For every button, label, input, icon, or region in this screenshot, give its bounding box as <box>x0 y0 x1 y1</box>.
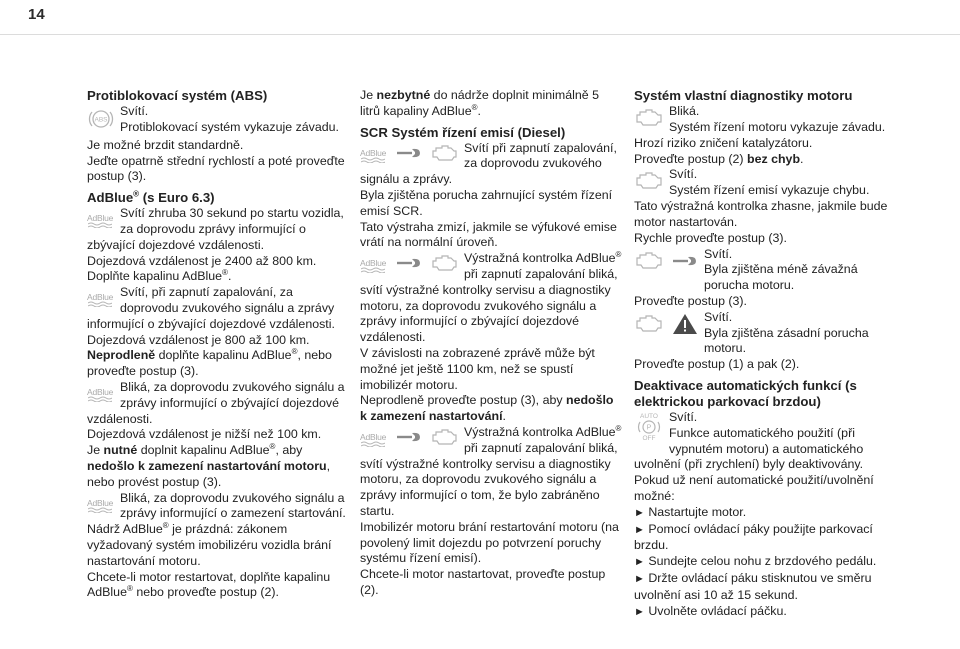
scr-icon-group <box>360 426 458 453</box>
adblue-para-4c: Chcete-li motor restartovat, doplňte kapalinu AdBlue® nebo proveďte postup (2). <box>87 569 331 600</box>
adblue-icon: AdBlue <box>360 426 388 453</box>
engine-icon <box>634 105 664 136</box>
abs-text-4: Jeďte opatrně střední rychlostí a poté proveďte postup (3). <box>87 153 345 184</box>
adblue-para-3c: Je nutné doplnit kapalinu AdBlue®, aby nedošlo k zamezení nastartování motoru, nebo provést postup (3). <box>87 442 331 489</box>
abs-warning-icon <box>87 105 115 138</box>
column-1 <box>87 88 349 601</box>
adblue-para-1c: Doplňte kapalinu AdBlue®. <box>87 268 232 284</box>
adblue-icon: AdBlue <box>360 142 388 169</box>
scr-intro: Je nezbytné do nádrže doplnit minimálně 5 litrů kapaliny AdBlue®. <box>360 88 599 118</box>
scr-para-3: AdBlue Výstražná kontrolka AdBlue® při zapnutí zapalování bliká, svítí výstražné kontrolky servisu a diagnostiky motoru, za doprovodu zvukového signálu a zprávy informující o tom, že bylo zabráněno startu. <box>360 423 622 518</box>
scr-para-1c: Tato výstraha zmizí, jakmile se výfukové emise vrátí na normální úroveň. <box>360 219 617 250</box>
page-number: 14 <box>28 6 45 23</box>
diag-3c: Proveďte postup (3). <box>634 293 747 308</box>
wrench-icon <box>396 256 422 275</box>
diag-icon-group <box>634 311 698 342</box>
abs-text-3: Je možné brzdit standardně. <box>87 137 244 152</box>
diag-2d: Rychle proveďte postup (3). <box>634 230 787 245</box>
deact-1b: Funkce automatického použití (při vypnutém motoru) a automatického uvolnění (při zrychlení) byly deaktivovány. <box>634 425 864 472</box>
step-1: ► Nastartujte motor. <box>634 504 747 519</box>
diag-3b: Byla zjištěna méně závažná porucha motoru. <box>704 262 858 293</box>
diag-4b: Byla zjištěna zásadní porucha motoru. <box>704 325 869 356</box>
diag-1d: Proveďte postup (2) bez chyb. <box>634 151 804 166</box>
diag-3a: Svítí. <box>704 246 733 261</box>
scr-heading: SCR Systém řízení emisí (Diesel) <box>360 124 566 140</box>
header-divider <box>0 34 960 35</box>
adblue-para-2c: Neprodleně doplňte kapalinu AdBlue®, nebo proveďte postup (3). <box>87 347 332 379</box>
deact-1a: Svítí. <box>669 409 698 424</box>
diag-icon-group <box>634 248 698 279</box>
deact-heading: Deaktivace automatických funkcí (s elektrickou parkovací brzdou) <box>634 377 857 409</box>
diag-2b: Systém řízení emisí vykazuje chybu. <box>669 183 870 198</box>
diag-heading: Systém vlastní diagnostiky motoru <box>634 88 853 103</box>
adblue-para-1: AdBlue Svítí zhruba 30 sekund po startu vozidla, za doprovodu zprávy informující o zbývající dojezdové vzdálenosti. <box>87 206 344 252</box>
step-5: ► Uvolněte ovládací páčku. <box>634 603 787 618</box>
wrench-icon <box>672 254 698 273</box>
engine-icon <box>430 253 458 278</box>
diag-2a: Svítí. <box>669 167 698 182</box>
step-3: ► Sundejte celou nohu z brzdového pedálu. <box>634 554 877 569</box>
diag-1c: Hrozí riziko zničení katalyzátoru. <box>634 135 813 150</box>
step-4: ► Držte ovládací páku stisknutou ve směru uvolnění asi 10 až 15 sekund. <box>634 570 872 602</box>
wrench-icon <box>396 146 422 165</box>
adblue-para-3: AdBlue Bliká, za doprovodu zvukového signálu a zprávy informující o zbývající dojezdové vzdálenosti. <box>87 379 345 426</box>
warning-triangle-icon <box>672 313 698 340</box>
abs-text-2: Protiblokovací systém vykazuje závadu. <box>120 119 339 134</box>
diag-1b: Systém řízení motoru vykazuje závadu. <box>669 119 886 134</box>
scr-para-1: AdBlue Svítí při zapnutí zapalování, za doprovodu zvukového signálu a zprávy. <box>360 140 617 187</box>
deact-1c: Pokud už není automatické použití/uvolnění možné: <box>634 473 874 503</box>
scr-para-2d: Neprodleně proveďte postup (3), aby nedošlo k zamezení nastartování. <box>360 393 614 424</box>
step-2: ► Pomocí ovládací páky použijte parkovací brzdu. <box>634 521 873 553</box>
column-3 <box>634 88 904 620</box>
adblue-para-2: AdBlue Svítí, při zapnutí zapalování, za doprovodu zvukového signálu a zprávy informující o zbývající dojezdové vzdálenosti. <box>87 285 335 331</box>
diag-4a: Svítí. <box>704 309 733 324</box>
engine-icon <box>430 427 458 452</box>
adblue-para-4: AdBlue Bliká, za doprovodu zvukového signálu a zprávy informující o zamezení startování. <box>87 490 346 521</box>
diag-4c: Proveďte postup (1) a pak (2). <box>634 357 800 372</box>
adblue-icon: AdBlue <box>87 207 115 234</box>
adblue-icon: AdBlue <box>360 252 388 279</box>
adblue-icon: AdBlue <box>87 286 115 313</box>
scr-para-1b: Byla zjištěna porucha zahrnující systém řízení emisí SCR. <box>360 187 613 218</box>
engine-icon <box>634 248 664 279</box>
scr-para-2c: V závislosti na zobrazené zprávě může být možné jet ještě 1100 km, než se spustí imobilizér motoru. <box>360 345 595 392</box>
auto-off-icon <box>634 411 664 446</box>
wrench-icon <box>396 430 422 449</box>
scr-para-3c: Imobilizér motoru brání restartování motoru (na povolený limit dojezdu po potvrzení poruchy systému řízení emisí). <box>360 519 619 566</box>
scr-icon-group <box>360 252 458 279</box>
adblue-para-4b: Nádrž AdBlue® je prázdná: zákonem vyžadovaný systém imobilizéru vozidla brání nastartování motoru. <box>87 521 332 568</box>
adblue-para-1b: Dojezdová vzdálenost je 2400 až 800 km. <box>87 253 317 268</box>
adblue-para-2b: Dojezdová vzdálenost je 800 až 100 km. <box>87 332 310 347</box>
svg-text:AUTO: AUTO <box>640 412 658 420</box>
diag-2c: Tato výstražná kontrolka zhasne, jakmile bude motor nastartován. <box>634 199 888 229</box>
scr-icon-group <box>360 142 458 169</box>
adblue-para-3b: Dojezdová vzdálenost je nižší než 100 km. <box>87 427 322 442</box>
adblue-icon: AdBlue <box>87 381 115 408</box>
adblue-heading: AdBlue® (s Euro 6.3) <box>87 189 215 206</box>
svg-text:OFF: OFF <box>642 434 656 441</box>
adblue-icon: AdBlue <box>87 492 115 519</box>
abs-text-1: Svítí. <box>120 104 149 118</box>
engine-icon <box>634 168 664 199</box>
engine-icon <box>634 311 664 342</box>
diag-1a: Bliká. <box>669 104 700 118</box>
svg-text:P: P <box>646 424 652 432</box>
svg-text:ABS: ABS <box>94 116 108 124</box>
scr-para-2: AdBlue Výstražná kontrolka AdBlue® při zapnutí zapalování bliká, svítí výstražné kontrolky servisu a diagnostiky motoru, za doprovodu zvukového signálu a zprávy informující o zbývající dojezdové vzdálenosti. <box>360 250 622 345</box>
engine-icon <box>430 143 458 168</box>
column-2 <box>360 88 622 599</box>
abs-heading: Protiblokovací systém (ABS) <box>87 88 268 103</box>
scr-para-3d: Chcete-li motor nastartovat, proveďte postup (2). <box>360 567 606 597</box>
